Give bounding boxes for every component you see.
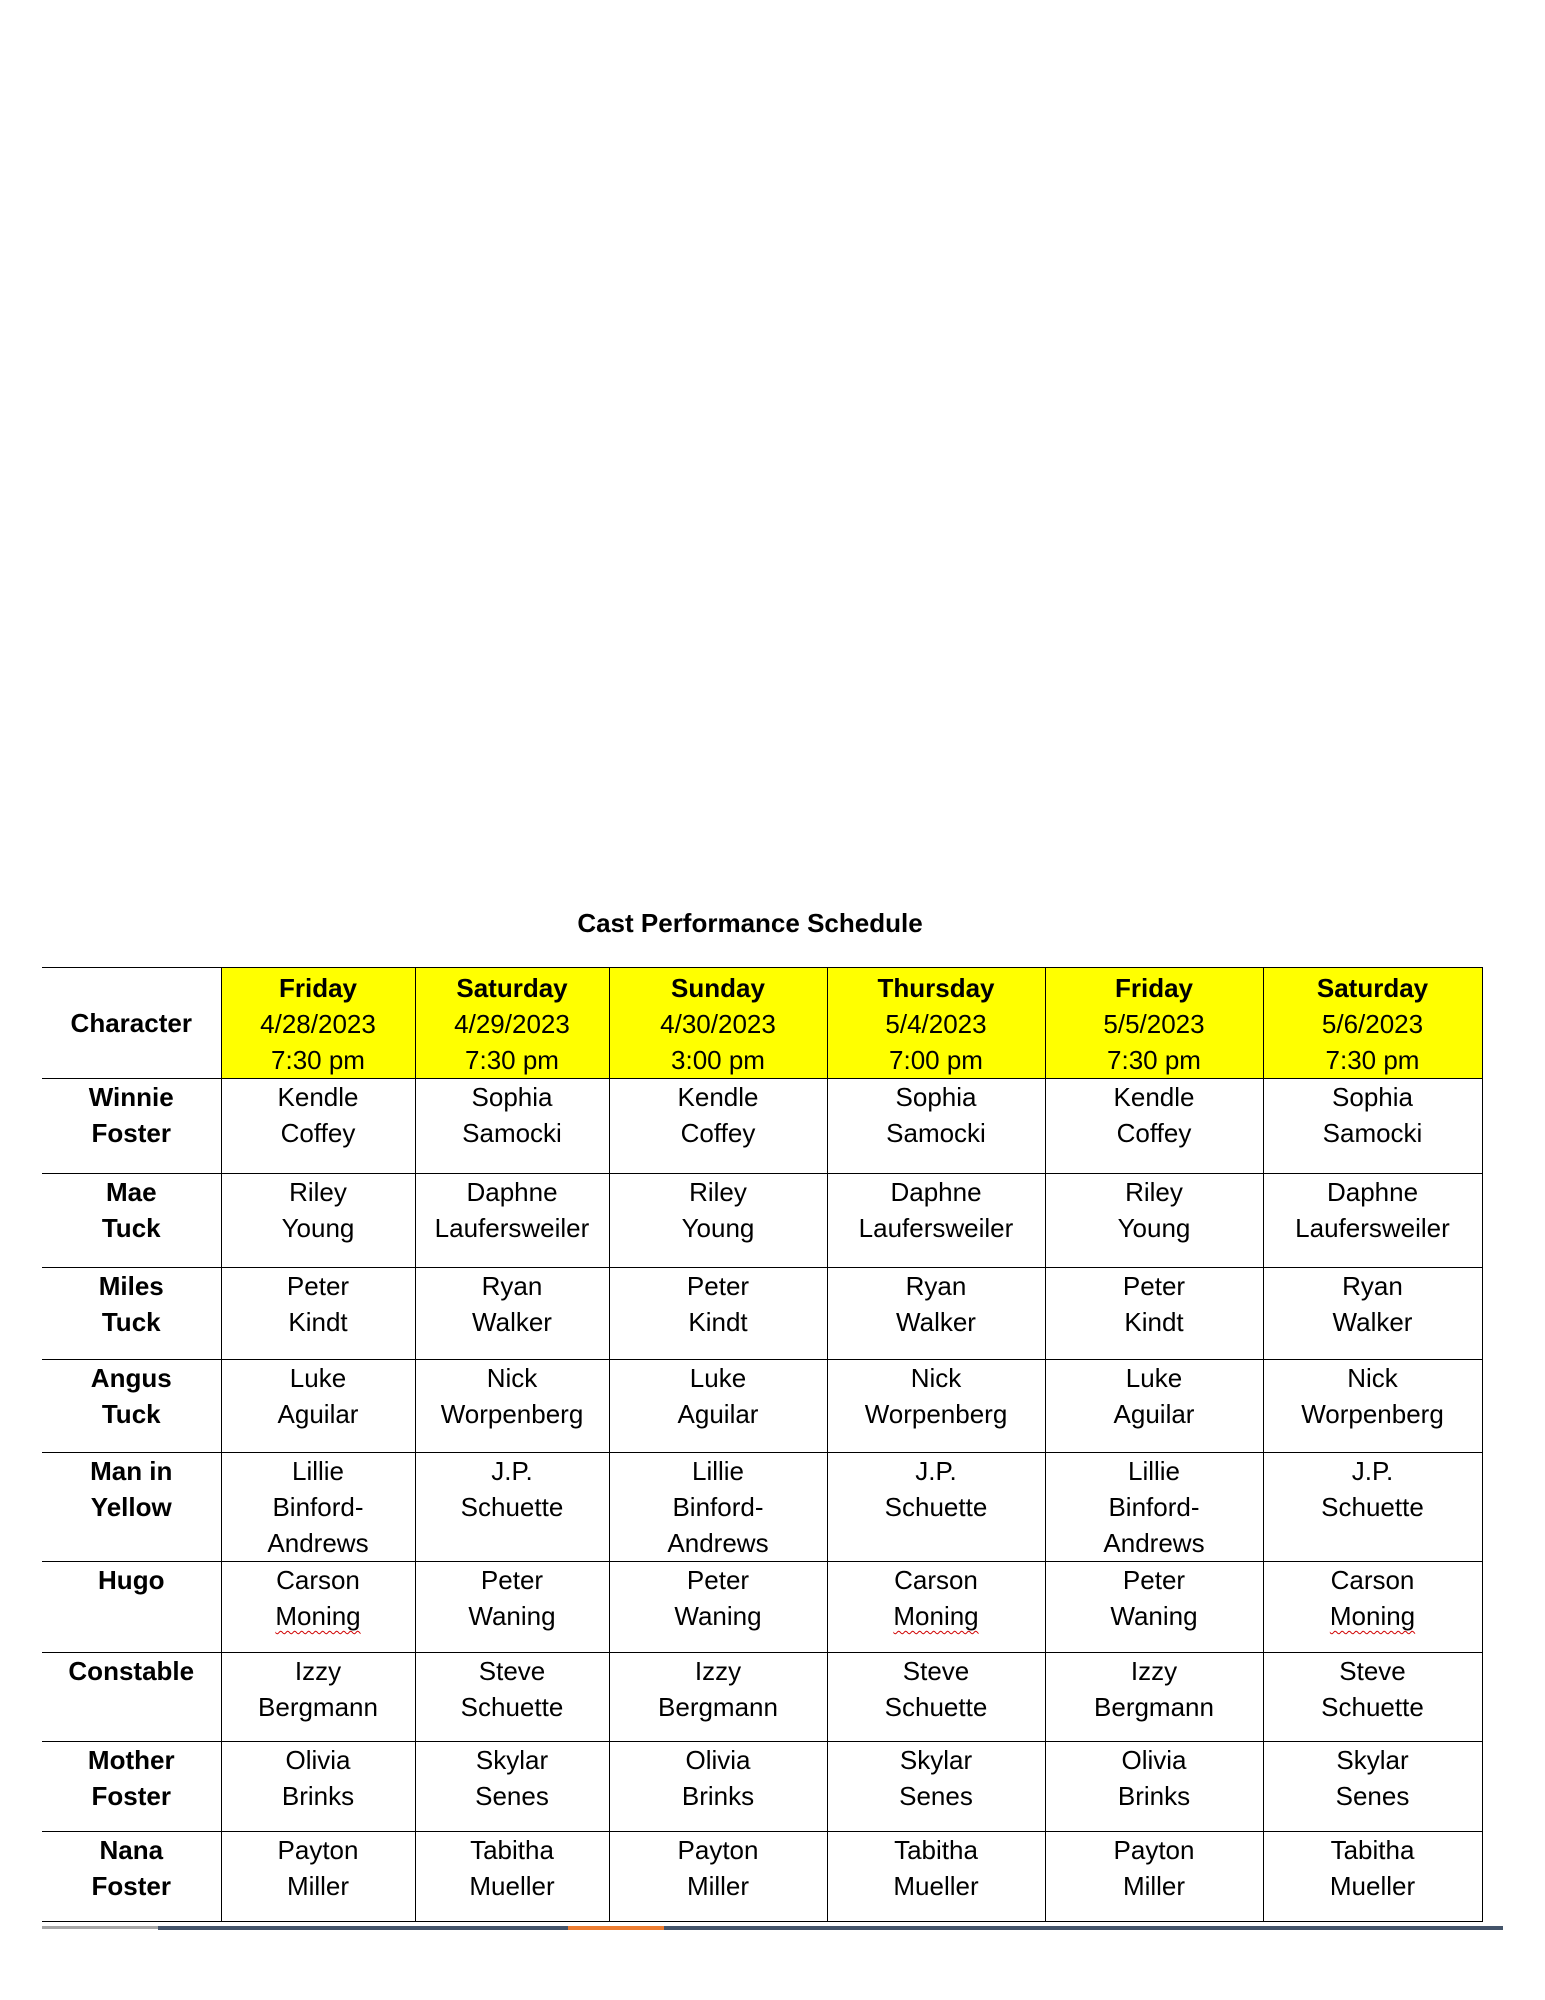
cast-member-cell [609,1360,827,1453]
character-name-line: Foster [91,1118,171,1148]
cast-member-cell [827,1653,1045,1742]
cast-member-name-line: Nick [486,1363,538,1393]
cast-member-name-line: Coffey [280,1118,356,1148]
cast-member-name-line: Olivia [685,1745,751,1775]
performance-date: 4/28/2023 [260,1009,376,1039]
cast-member-cell [221,1268,415,1360]
character-name-cell [42,1174,221,1268]
cast-member-name-line: Mueller [893,1871,979,1901]
cast-member-cell [1045,1268,1263,1360]
table-row [42,1174,1482,1268]
cast-member-name-line: Laufersweiler [858,1213,1014,1243]
cast-member-name-line: Brinks [1117,1781,1191,1811]
performance-time: 7:30 pm [1107,1045,1201,1075]
cast-member-cell [1045,1562,1263,1653]
performance-header [1045,968,1263,1079]
cast-member-cell [415,1174,609,1268]
cast-member-cell [1045,1079,1263,1174]
character-name-cell [42,1653,221,1742]
character-name-line: Angus [90,1363,172,1393]
cast-member-cell [221,1079,415,1174]
cast-member-cell [415,1742,609,1832]
cast-member-name-line: Luke [689,1363,747,1393]
performance-header [1263,968,1482,1079]
cast-member-line [224,1598,413,1634]
table-row [42,1360,1482,1453]
cast-member-cell [221,1174,415,1268]
cast-member-name-line: Riley [289,1177,347,1207]
table-row [42,1562,1482,1653]
cast-member-name-line: J.P. [1351,1456,1394,1486]
cast-member-cell [609,1174,827,1268]
cast-member-name-line: Mueller [1329,1871,1416,1901]
cast-member-name-line: Laufersweiler [434,1213,590,1243]
cast-member-cell [1263,1832,1482,1922]
performance-header [827,968,1045,1079]
cast-member-name-line: Senes [899,1781,973,1811]
performance-day: Thursday [877,973,995,1003]
cast-member-name-line: Andrews [667,1528,769,1558]
cast-member-cell [827,1174,1045,1268]
cast-member-cell [609,1079,827,1174]
character-name-cell [42,1453,221,1562]
performance-day: Saturday [456,973,568,1003]
character-name-cell [42,1832,221,1922]
cast-member-cell [221,1832,415,1922]
performance-day: Friday [1114,973,1194,1003]
character-name-cell [42,1742,221,1832]
cast-member-cell [827,1562,1045,1653]
cast-member-name-line: Worpenberg [440,1399,584,1429]
cast-member-name-line: Miller [286,1871,350,1901]
cast-member-cell [415,1653,609,1742]
cast-member-name-line: Moning [275,1601,361,1631]
cast-member-name-line: Kendle [677,1082,759,1112]
cast-member-name-line: Walker [472,1307,552,1337]
cast-member-name-line: Moning [1329,1601,1416,1631]
cast-member-name-line: Worpenberg [1301,1399,1444,1429]
footer-rule [158,1926,1503,1930]
cast-member-name-line: Mueller [469,1871,555,1901]
cast-member-cell [415,1453,609,1562]
cast-member-name-line: Samocki [886,1118,986,1148]
cast-member-name-line: Aguilar [677,1399,759,1429]
cast-member-name-line: Lillie [1127,1456,1181,1486]
cast-member-cell [827,1453,1045,1562]
performance-date: 5/4/2023 [885,1009,987,1039]
cast-member-name-line: Bergmann [258,1692,378,1722]
cast-member-name-line: Carson [276,1565,360,1595]
performance-date: 5/6/2023 [1321,1009,1424,1039]
cast-member-name-line: Skylar [475,1745,549,1775]
cast-member-cell [1045,1174,1263,1268]
cast-member-name-line: Walker [896,1307,976,1337]
cast-member-cell [1263,1079,1482,1174]
cast-member-name-line: Olivia [285,1745,351,1775]
cast-member-name-line: Young [681,1213,755,1243]
schedule-body [42,1079,1482,1922]
cast-member-name-line: Sophia [1332,1082,1413,1112]
character-name-line: Foster [91,1871,171,1901]
cast-member-name-line: Steve [902,1656,970,1686]
cast-member-name-line: Peter [1122,1565,1186,1595]
performance-header [609,968,827,1079]
character-name-line: Tuck [101,1307,161,1337]
cast-member-name-line: Lillie [291,1456,345,1486]
cast-member-cell [221,1562,415,1653]
performance-day: Sunday [671,973,765,1003]
cast-member-cell [609,1453,827,1562]
cast-member-name-line: Schuette [884,1492,988,1522]
character-name-cell [42,1079,221,1174]
cast-member-name-line: Payton [277,1835,359,1865]
document-title: Cast Performance Schedule [577,908,923,938]
cast-member-name-line: Sophia [895,1082,977,1112]
cast-member-name-line: Ryan [1342,1271,1403,1301]
cast-member-cell [1045,1360,1263,1453]
cast-member-cell [827,1742,1045,1832]
cast-member-name-line: J.P. [915,1456,957,1486]
cast-member-name-line: Schuette [884,1692,988,1722]
performance-time: 3:00 pm [671,1045,765,1075]
performance-day: Saturday [1316,973,1429,1003]
cast-member-name-line: Riley [1125,1177,1183,1207]
cast-member-name-line: Luke [289,1363,347,1393]
table-row [42,1832,1482,1922]
cast-member-name-line: Schuette [460,1692,564,1722]
cast-member-cell [415,1832,609,1922]
table-row [42,1268,1482,1360]
cast-member-name-line: Andrews [1103,1528,1205,1558]
cast-member-name-line: Peter [686,1271,750,1301]
table-row [42,1453,1482,1562]
character-name-line: Constable [68,1656,195,1686]
cast-member-name-line: Nick [1347,1363,1398,1393]
cast-member-name-line: Binford- [672,1492,764,1522]
cast-member-name-line: Andrews [267,1528,369,1558]
cast-member-name-line: Miller [686,1871,750,1901]
cast-member-name-line: Kendle [277,1082,359,1112]
performance-time: 7:00 pm [889,1045,983,1075]
cast-member-name-line: Peter [1122,1271,1186,1301]
cast-member-cell [1263,1562,1482,1653]
cast-member-cell [1045,1453,1263,1562]
cast-member-name-line: Young [281,1213,355,1243]
cast-member-name-line: Binford- [272,1492,364,1522]
cast-member-name-line: Riley [689,1177,747,1207]
cast-schedule-table [42,967,1483,1922]
footer-rule-left [42,1926,158,1929]
cast-member-name-line: Ryan [481,1271,543,1301]
cast-member-cell [1263,1742,1482,1832]
table-row [42,1742,1482,1832]
character-name-line: Nana [99,1835,164,1865]
performance-time: 7:30 pm [465,1045,559,1075]
cast-member-cell [609,1562,827,1653]
character-name-line: Hugo [98,1565,165,1595]
cast-member-line [830,1598,1043,1634]
cast-member-cell [415,1079,609,1174]
cast-member-cell [609,1742,827,1832]
cast-member-name-line: Daphne [1326,1177,1419,1207]
cast-member-name-line: Bergmann [658,1692,778,1722]
cast-member-cell [221,1453,415,1562]
cast-member-cell [827,1360,1045,1453]
cast-member-name-line: Aguilar [277,1399,359,1429]
cast-member-cell [827,1832,1045,1922]
character-name-line: Tuck [101,1213,161,1243]
cast-member-name-line: Carson [894,1565,978,1595]
cast-member-name-line: Waning [1110,1601,1198,1631]
cast-member-name-line: Moning [893,1601,979,1631]
cast-member-name-line: Coffey [1116,1118,1192,1148]
cast-member-name-line: Nick [910,1363,962,1393]
cast-member-name-line: Payton [677,1835,759,1865]
cast-member-name-line: Tabitha [894,1835,978,1865]
cast-member-name-line: Miller [1122,1871,1186,1901]
cast-member-cell [1263,1653,1482,1742]
cast-member-cell [1263,1360,1482,1453]
character-name-line: Man in [90,1456,173,1486]
cast-member-name-line: Skylar [1336,1745,1409,1775]
cast-member-name-line: Walker [1332,1307,1413,1337]
cast-member-name-line: Peter [686,1565,750,1595]
cast-member-cell [1263,1453,1482,1562]
cast-member-name-line: Binford- [1108,1492,1200,1522]
performance-header [415,968,609,1079]
performance-date: 4/29/2023 [454,1009,570,1039]
cast-member-cell [1045,1653,1263,1742]
cast-member-name-line: Worpenberg [864,1399,1008,1429]
cast-member-cell [415,1360,609,1453]
cast-member-name-line: Brinks [281,1781,355,1811]
cast-member-name-line: Samocki [462,1118,562,1148]
cast-member-name-line: Payton [1113,1835,1195,1865]
footer-rule-accent [568,1926,664,1930]
cast-member-cell [221,1742,415,1832]
cast-member-cell [827,1268,1045,1360]
cast-member-cell [609,1268,827,1360]
character-column-header: Character [42,968,221,1079]
cast-member-cell [1263,1268,1482,1360]
cast-member-name-line: Peter [286,1271,350,1301]
header-row [42,968,1482,1079]
performance-date: 5/5/2023 [1103,1009,1205,1039]
cast-member-name-line: Olivia [1121,1745,1187,1775]
cast-member-name-line: Brinks [681,1781,755,1811]
cast-member-name-line: J.P. [491,1456,533,1486]
cast-member-name-line: Young [1117,1213,1191,1243]
cast-member-name-line: Coffey [680,1118,756,1148]
cast-member-name-line: Izzy [294,1656,342,1686]
cast-member-name-line: Senes [1335,1781,1410,1811]
performance-header [221,968,415,1079]
cast-member-cell [415,1562,609,1653]
cast-member-name-line: Daphne [466,1177,558,1207]
cast-member-name-line: Izzy [694,1656,742,1686]
cast-member-name-line: Tabitha [1330,1835,1415,1865]
cast-member-name-line: Tabitha [470,1835,554,1865]
cast-member-name-line: Steve [478,1656,546,1686]
table-row [42,1079,1482,1174]
cast-member-name-line: Kindt [1124,1307,1184,1337]
cast-member-name-line: Schuette [1321,1692,1424,1722]
character-name-line: Miles [98,1271,164,1301]
cast-member-name-line: Carson [1330,1565,1415,1595]
cast-member-cell [221,1360,415,1453]
character-name-line: Tuck [101,1399,161,1429]
cast-member-name-line: Lillie [691,1456,745,1486]
cast-member-name-line: Samocki [1322,1118,1423,1148]
cast-member-cell [415,1268,609,1360]
character-name-line: Foster [91,1781,171,1811]
performance-date: 4/30/2023 [660,1009,776,1039]
character-name-cell [42,1562,221,1653]
cast-member-name-line: Sophia [471,1082,553,1112]
cast-member-cell [609,1653,827,1742]
character-name-cell [42,1360,221,1453]
character-name-line: Mae [105,1177,157,1207]
cast-member-name-line: Skylar [899,1745,973,1775]
cast-member-cell [1263,1174,1482,1268]
cast-member-name-line: Aguilar [1113,1399,1195,1429]
character-name-line: Mother [87,1745,175,1775]
cast-member-cell [609,1832,827,1922]
performance-time: 7:30 pm [271,1045,365,1075]
cast-member-cell [221,1653,415,1742]
cast-member-name-line: Kendle [1113,1082,1195,1112]
character-name-line: Winnie [88,1082,174,1112]
table-row [42,1653,1482,1742]
cast-member-line [1266,1598,1480,1634]
cast-member-name-line: Bergmann [1094,1692,1214,1722]
character-name-line: Yellow [90,1492,172,1522]
cast-member-name-line: Peter [480,1565,544,1595]
cast-member-name-line: Schuette [1321,1492,1424,1522]
cast-member-name-line: Schuette [460,1492,564,1522]
cast-member-name-line: Waning [674,1601,762,1631]
cast-member-name-line: Waning [468,1601,556,1631]
cast-member-cell [1045,1742,1263,1832]
cast-member-name-line: Izzy [1130,1656,1178,1686]
performance-time: 7:30 pm [1325,1045,1420,1075]
cast-member-cell [1045,1832,1263,1922]
character-name-cell [42,1268,221,1360]
cast-member-name-line: Daphne [890,1177,982,1207]
cast-member-name-line: Ryan [905,1271,967,1301]
cast-member-cell [827,1079,1045,1174]
performance-day: Friday [278,973,358,1003]
cast-member-name-line: Steve [1339,1656,1406,1686]
cast-member-name-line: Senes [475,1781,549,1811]
cast-member-name-line: Luke [1125,1363,1183,1393]
cast-member-name-line: Laufersweiler [1295,1213,1450,1243]
cast-member-name-line: Kindt [288,1307,348,1337]
cast-member-name-line: Kindt [688,1307,748,1337]
